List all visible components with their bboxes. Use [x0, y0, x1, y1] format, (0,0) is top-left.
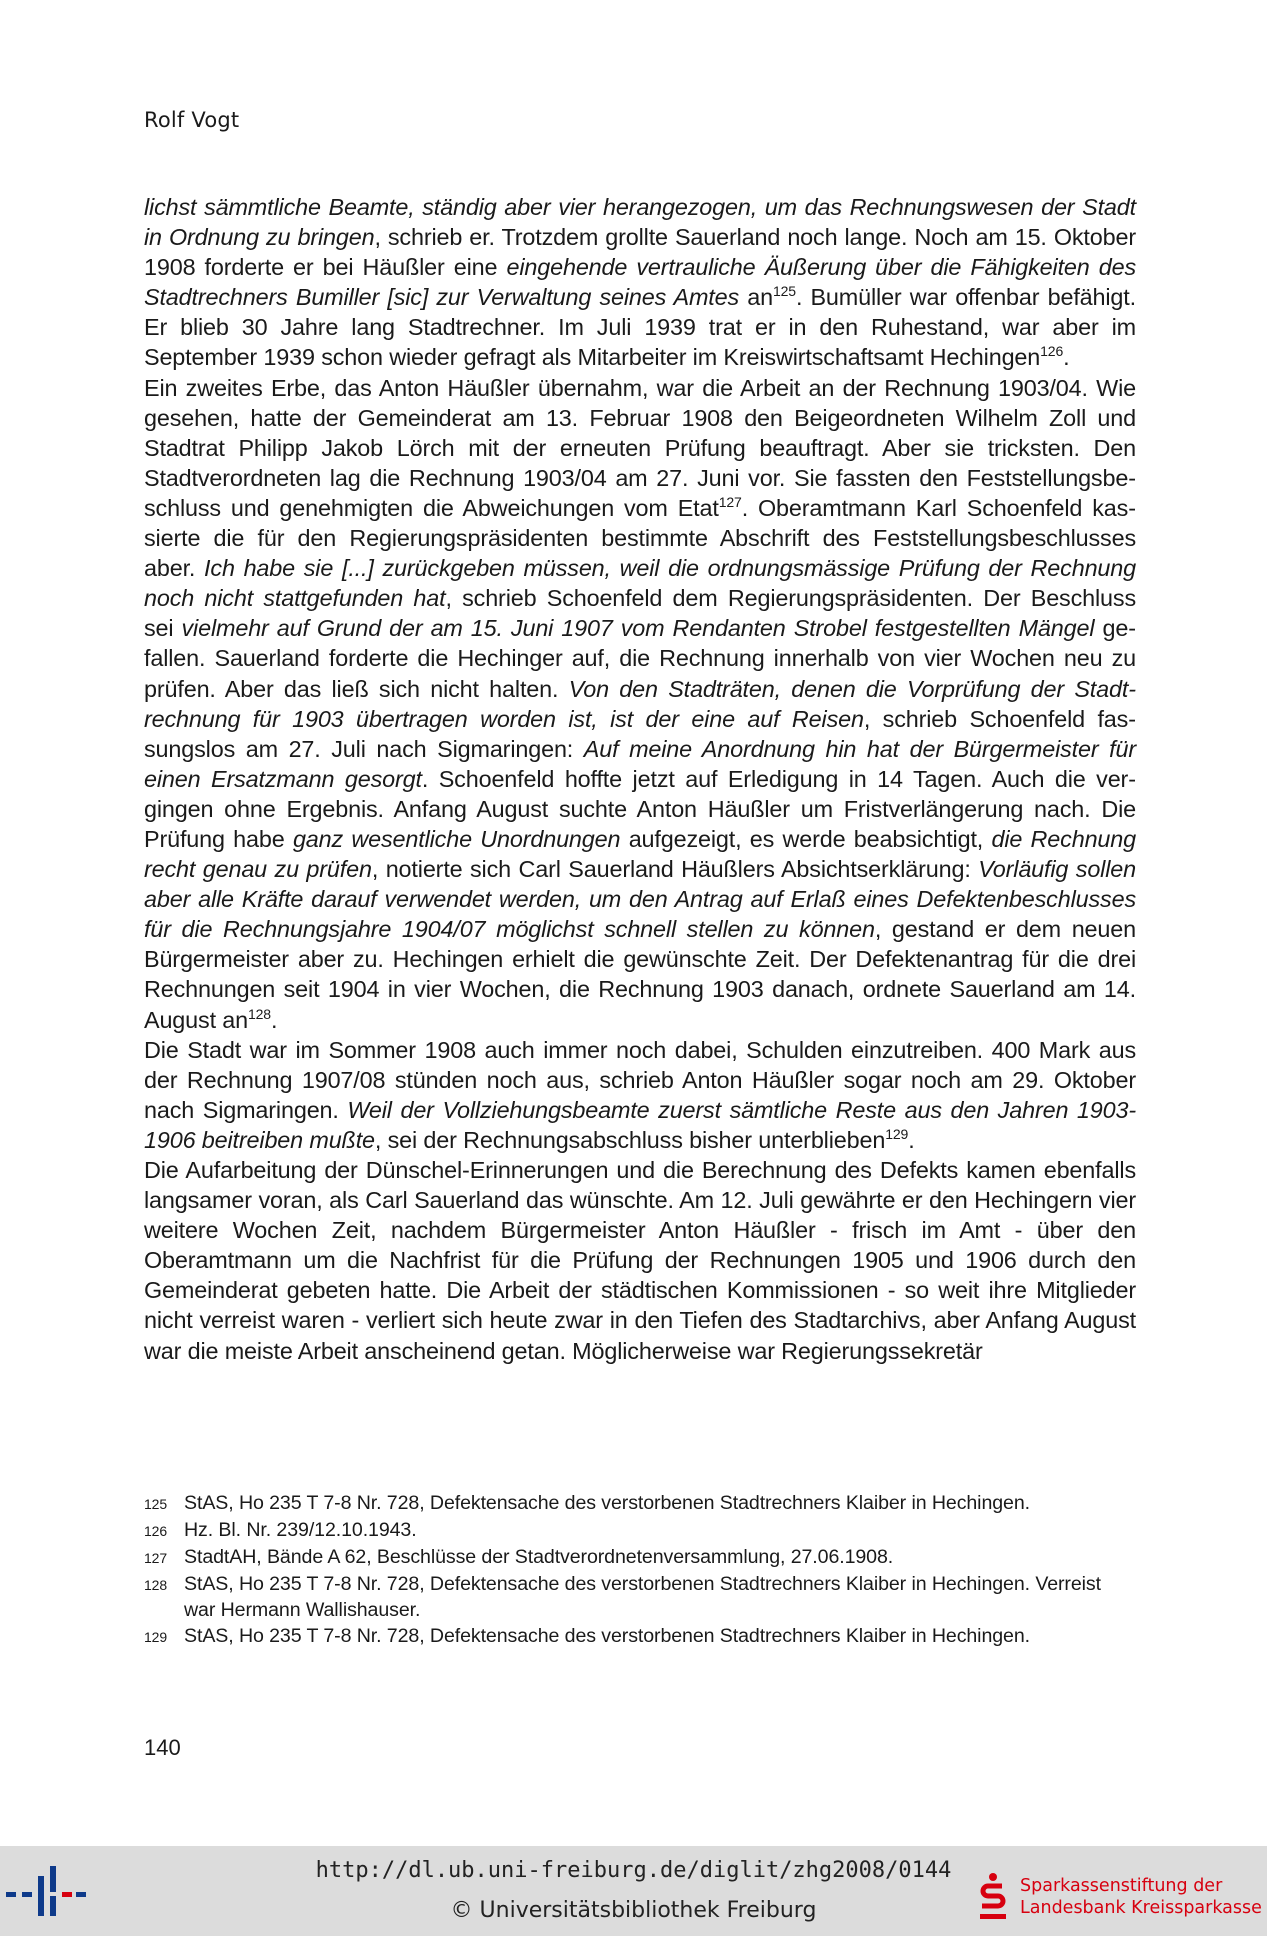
footnote-number: 125: [144, 1496, 168, 1512]
text-run: , schrieb er. Trotzdem grollte Sauerland noch lange. Noch am 15. Oktober 1908 forderte er bei Häußler eine: [144, 224, 1136, 281]
footer-url-link[interactable]: http://dl.ub.uni-freiburg.de/diglit/zhg2008/0144: [315, 1858, 952, 1883]
text-run: , gestand er dem neuen Bürgermeister aber zu. Hechingen erhielt die gewünschte Zeit. Der Defektenantrag für die drei Rechnungen seit 1904 in vier Wochen, die Rechnung 1903 danach, ordnete Sauerland am 14. August an: [144, 916, 1136, 1033]
footnote-text: StAS, Ho 235 T 7-8 Nr. 728, Defektensache des verstorbenen Stadtrechners Klaiber in Hechingen.: [184, 1625, 1030, 1647]
footnote: [144, 1517, 1136, 1544]
sponsor-logo: [980, 1872, 1260, 1928]
text-run: . Bumüller war offenbar befähigt. Er blieb 30 Jahre lang Stadtrechner. Im Juli 1939 trat er in den Ruhestand, war aber im September 1939 schon wieder gefragt als Mitarbeiter im Kreiswirtschaftsamt Hechingen: [144, 284, 1136, 371]
text-run: . Schoenfeld hoffte jetzt auf Erledigung in 14 Tagen. Auch die vergingen ohne Ergebnis. Anfang August suchte Anton Häußler um Fristverlängerung nach. Die Prüfung habe: [144, 765, 1136, 852]
italic-quote: Von den Stadträten, denen die Vorprüfung der Stadtrechnung für 1903 übertragen worden ist, ist der eine auf Reisen: [144, 675, 1136, 732]
text-run: .: [270, 1006, 278, 1033]
sparkasse-s-logo-icon: [980, 1872, 1006, 1920]
footnote: [144, 1544, 1136, 1571]
paragraph: [144, 192, 1136, 373]
paragraph: [144, 1155, 1136, 1366]
italic-quote: ganz wesentliche Unordnungen: [292, 825, 621, 852]
footnote-marker: 129: [885, 1126, 909, 1143]
footnote-number: 129: [144, 1629, 168, 1645]
footnote-marker: 128: [248, 1005, 271, 1022]
sponsor-line-1: Sparkassenstiftung der: [1020, 1876, 1223, 1896]
footnote-number: 127: [144, 1550, 168, 1566]
text-run: , sei der Rechnungsabschluss bisher unterblieben: [374, 1126, 886, 1153]
footnote-text: StadtAH, Bände A 62, Beschlüsse der Stadtverordnetenversammlung, 27.06.1908.: [184, 1546, 894, 1568]
text-run: .: [1063, 344, 1070, 371]
italic-quote: Ich habe sie [...] zurückgeben müssen, weil die ordnungsmässige Prüfung der Rechnung noch nicht stattgefunden hat: [144, 555, 1136, 612]
footnote-number: 126: [144, 1523, 168, 1539]
footnote-marker: 126: [1040, 343, 1064, 360]
footnote-number: 128: [144, 1577, 168, 1593]
text-run: Die Aufarbeitung der Dünschel-Erinnerungen und die Berechnung des Defekts kamen ebenfalls langsamer voran, als Carl Sauerland das wünschte. Am 12. Juli gewährte er den Hechingern vier weitere Wochen Zeit, nachdem Bürgermeister Anton Häußler - frisch im Amt - über den Oberamtmann um die Nachfrist für die Prüfung der Rechnungen 1905 und 1906 durch den Gemeinderat gebeten hatte. Die Arbeit der städtischen Kommissionen - so weit ihre Mitglieder nicht verreist waren - verliert sich heute zwar in den Tiefen des Stadtarchivs, aber Anfang August war die meiste Arbeit anscheinend getan. Möglicherweise war Regierungssekretär: [144, 1157, 1136, 1364]
text-run: Ein zweites Erbe, das Anton Häußler übernahm, war die Arbeit an der Rechnung 1903/04. Wie gesehen, hatte der Gemeinderat am 13. Februar 1908 den Beigeordneten Wilhelm Zoll und Stadtrat Philipp Jakob Lörch mit der erneuten Prüfung beauftragt. Aber sie tricksten. Den Stadtverordneten lag die Rechnung 1903/04 am 27. Juni vor. Sie fassten den Feststellungsbeschluss und genehmigten die Abweichungen vom Etat: [144, 374, 1136, 521]
text-run: , schrieb Schoenfeld dem Regierungspräsidenten. Der Beschluss sei: [144, 585, 1136, 642]
running-header: Rolf Vogt: [144, 108, 240, 132]
text-run: .: [908, 1126, 915, 1153]
footnote: [144, 1571, 1136, 1623]
body-text: [144, 192, 1136, 1366]
text-run: , schrieb Schoenfeld fassungslos am 27. Juli nach Sigmaringen:: [144, 705, 1137, 762]
footnote-marker: 127: [718, 494, 742, 511]
footnote: [144, 1490, 1136, 1517]
italic-quote: die Rechnung recht genau zu prüfen: [144, 825, 1137, 883]
text-run: , notierte sich Carl Sauerland Häußlers Absichtserklärung:: [371, 856, 979, 883]
italic-quote: Weil der Vollziehungsbeamte zuerst sämtliche Reste aus den Jahren 1903-1906 beitreiben mußte: [144, 1096, 1136, 1153]
page-number: 140: [144, 1735, 181, 1760]
paragraph: [144, 373, 1136, 1035]
footnotes: [144, 1490, 1136, 1650]
italic-quote: Vorläufig sollen aber alle Kräfte darauf verwendet werden, um den Antrag auf Erlaß eines Defektenbeschlusses für die Rechnungsjahre 1904/07 möglichst schnell stellen zu können: [144, 856, 1136, 943]
text-run: . Oberamtmann Karl Schoenfeld kassierte die für den Regierungspräsidenten bestimmte Abschrift des Feststellungsbeschlusses aber.: [144, 494, 1136, 582]
footer-copyright: © Universitätsbibliothek Freiburg: [450, 1898, 817, 1923]
italic-quote: Auf meine Anordnung hin hat der Bürgermeister für einen Ersatzmann gesorgt: [144, 735, 1136, 792]
italic-quote: lichst sämmtliche Beamte, ständig aber vier herangezogen, um das Rechnungswesen der Stadt in Ordnung zu bringen: [144, 194, 1136, 251]
footnote-text: Hz. Bl. Nr. 239/12.10.1943.: [184, 1519, 417, 1541]
footer-bar: [0, 1846, 1267, 1936]
text-run: gefallen. Sauerland forderte die Hechinger auf, die Rechnung innerhalb von vier Wochen neu zu prüfen. Aber das ließ sich nicht halten.: [144, 615, 1136, 702]
sponsor-line-2: Landesbank Kreissparkasse: [1020, 1898, 1262, 1918]
footnote-text: StAS, Ho 235 T 7-8 Nr. 728, Defektensache des verstorbenen Stadtrechners Klaiber in Hechingen.: [184, 1492, 1030, 1514]
text-run: Die Stadt war im Sommer 1908 auch immer noch dabei, Schulden einzutreiben. 400 Mark aus der Rechnung 1907/08 stünden noch aus, schrieb Anton Häußler sogar noch am 29. Oktober nach Sigmaringen.: [144, 1036, 1136, 1123]
footnote-text: StAS, Ho 235 T 7-8 Nr. 728, Defektensache des verstorbenen Stadtrechners Klaiber in Hechingen. Verreist war Hermann Wallishauser.: [184, 1573, 1101, 1621]
footnote-marker: 125: [772, 283, 796, 300]
footnote: [144, 1623, 1136, 1650]
paragraph: [144, 1035, 1136, 1155]
text-run: aufgezeigt, es werde beabsichtigt,: [620, 825, 992, 852]
italic-quote: eingehende vertrauliche Äußerung über die Fähigkeiten des Stadtrechners Bumiller [sic] zur Verwaltung seines Amtes: [144, 254, 1137, 311]
italic-quote: vielmehr auf Grund der am 15. Juni 1907 vom Rendanten Strobel festgestellten Mängel: [181, 615, 1095, 642]
text-run: an: [739, 284, 773, 311]
